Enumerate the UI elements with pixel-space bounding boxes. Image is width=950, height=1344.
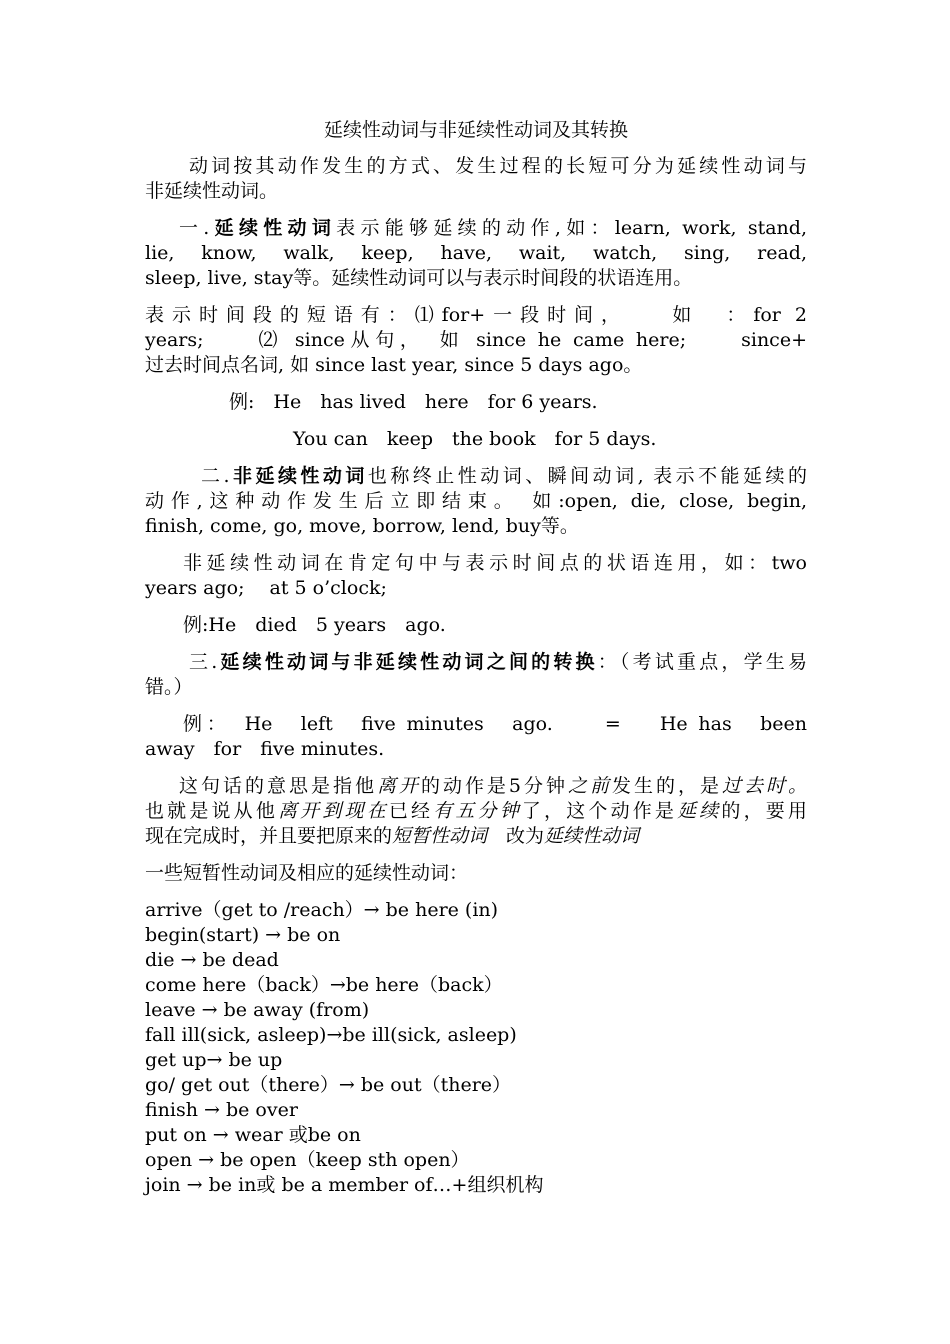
- explanation-text: 发生的，是: [612, 775, 722, 797]
- explanation-text: 也就是说从他: [145, 800, 279, 822]
- list-item: go/ get out（there）→ be out（there）: [145, 1074, 512, 1096]
- list-heading: 一些短暂性动词及相应的延续性动词：: [145, 862, 469, 884]
- phrases-line-1: 表示时间段的短语有：⑴for+一段时间， 如 ：for 2: [145, 304, 807, 326]
- list-item: come here（back）→be here（back）: [145, 974, 503, 996]
- list-item: get up→ be up: [145, 1049, 283, 1071]
- explanation-line-2: [145, 799, 807, 824]
- explanation-text: 现在完成时，并且要把原来的: [145, 825, 393, 847]
- explanation-text: 这句话的意思是指他: [179, 775, 377, 797]
- section-2-text-1: 也称终止性动词、瞬间动词, 表示不能延续的: [367, 465, 807, 487]
- document-body: [145, 118, 807, 1198]
- section-3-number: 三.: [189, 651, 218, 673]
- explanation-text: 的，要用: [721, 800, 807, 822]
- intro-line-2: 非延续性动词。: [145, 180, 279, 202]
- list-item: open → be open（keep sth open）: [145, 1149, 470, 1171]
- section-2-number: 二.: [201, 465, 230, 487]
- section-2-para-line-2: years ago; at 5 o’clock;: [145, 577, 387, 599]
- example-4-line-2: away for five minutes.: [145, 738, 385, 760]
- section-3-heading: 延续性动词与非延续性动词之间的转换: [217, 651, 598, 673]
- section-2-para-line-1: 非延续性动词在肯定句中与表示时间点的状语连用，如：two: [183, 552, 807, 574]
- list-item: fall ill(sick, asleep)→be ill(sick, asleep): [145, 1024, 517, 1046]
- explanation-emphasis: 过去时。: [721, 775, 807, 797]
- explanation-text: 了，这个动作是: [521, 800, 678, 822]
- explanation-emphasis: 短暂性动词: [392, 825, 488, 847]
- explanation-emphasis: 延续: [677, 800, 722, 822]
- section-3-line-2: 错。）: [145, 676, 193, 698]
- verb-pair-list: [145, 898, 807, 1198]
- section-1-line-2: lie, know, walk, keep, have, wait, watch, sing, read,: [145, 242, 807, 264]
- explanation-text: 已经: [388, 800, 434, 822]
- list-item: begin(start) → be on: [145, 924, 341, 946]
- list-item: leave → be away (from): [145, 999, 370, 1021]
- phrases-line-3: 过去时间点名词, 如 since last year, since 5 days ago。: [145, 354, 643, 376]
- explanation-text: 的动作是5分钟: [420, 775, 568, 797]
- section-3-note: ：（考试重点，学生易: [597, 651, 807, 673]
- section-2-line-2: 动作,这种动作发生后立即结束。 如:open, die, close, begin,: [145, 490, 807, 512]
- explanation-emphasis: 延续性动词: [544, 825, 640, 847]
- explanation-text: 改为: [487, 825, 545, 847]
- explanation-emphasis: 有五分钟: [433, 800, 522, 822]
- list-item: join → be in或 be a member of…+组织机构: [145, 1174, 544, 1196]
- explanation-emphasis: 离开: [376, 775, 421, 797]
- list-item: finish → be over: [145, 1099, 298, 1121]
- list-item: die → be dead: [145, 949, 279, 971]
- section-2-heading: 非延续性动词: [229, 465, 368, 487]
- list-item: arrive（get to /reach）→ be here (in): [145, 899, 499, 921]
- section-1-line-1: [145, 216, 807, 241]
- example-1: 例: He has lived here for 6 years.: [229, 391, 598, 413]
- page-title: 延续性动词与非延续性动词及其转换: [323, 119, 628, 141]
- list-item: put on → wear 或be on: [145, 1124, 361, 1146]
- explanation-line-1: [145, 774, 807, 799]
- section-3-line-1: [145, 650, 807, 675]
- section-1-text-1: 表示能够延续的动作,如：learn, work, stand,: [336, 217, 807, 239]
- section-1-number: 一.: [179, 217, 210, 239]
- example-4-line-1: 例： He left five minutes ago. = He has been: [183, 713, 807, 735]
- example-2: You can keep the book for 5 days.: [293, 428, 657, 450]
- section-2-line-1: [145, 464, 807, 489]
- explanation-emphasis: 离开到现在: [278, 800, 389, 822]
- intro-line-1: 动词按其动作发生的方式、发生过程的长短可分为延续性动词与: [189, 155, 807, 177]
- explanation-line-3: [145, 824, 807, 849]
- phrases-line-2: years; ⑵ since从句， 如 since he came here; since+: [145, 329, 807, 351]
- section-1-heading: 延续性动词: [209, 217, 337, 239]
- explanation-emphasis: 之前: [568, 775, 612, 797]
- example-3: 例:He died 5 years ago.: [183, 614, 446, 636]
- section-2-line-3: finish, come, go, move, borrow, lend, buy等。: [145, 515, 579, 537]
- section-1-line-3: sleep, live, stay等。延续性动词可以与表示时间段的状语连用。: [145, 267, 693, 289]
